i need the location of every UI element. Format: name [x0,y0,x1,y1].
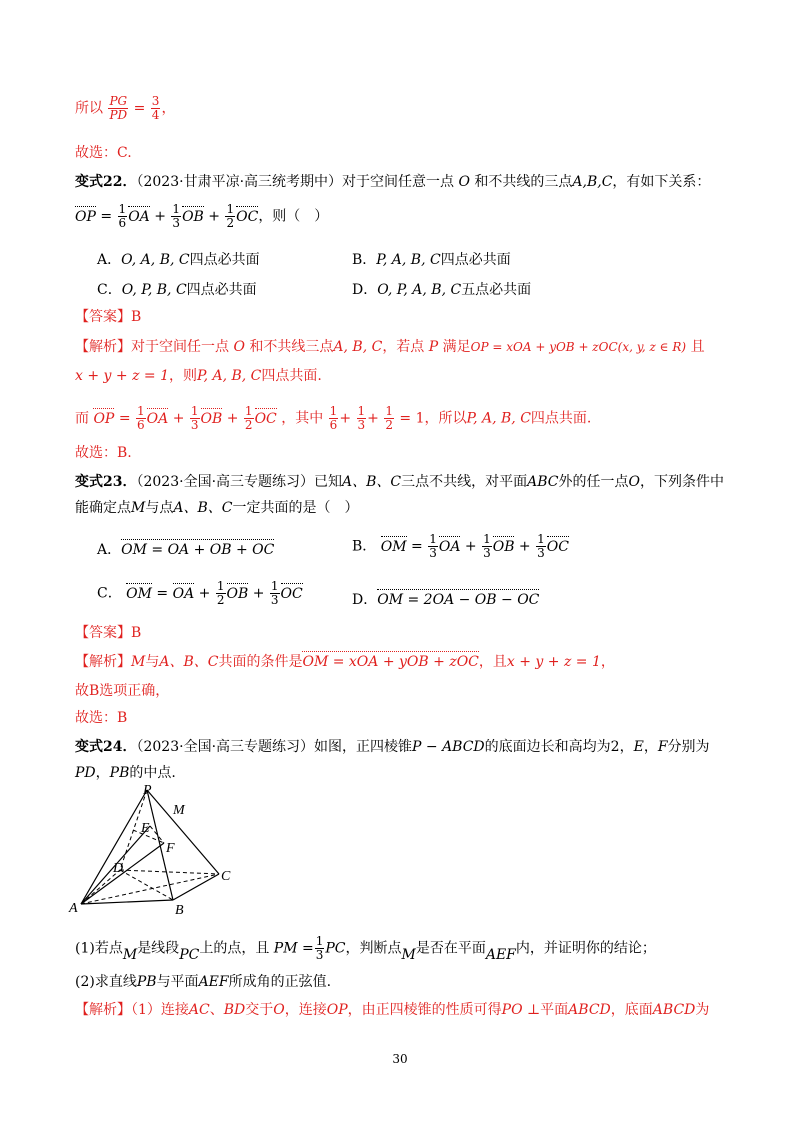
label-D: D [113,861,124,876]
page-number: 30 [392,1052,408,1066]
q23-final: 故选：B [75,710,128,726]
label-F: F [166,841,175,856]
q24-analysis: 【解析】（1）连接AC、BD交于O，连接OP，由正四棱锥的性质可得PO ⊥平面ABCD，底面ABCD为 [75,1002,710,1018]
q23-stem-1: 变式23．（2023·全国·高三专题练习）已知A、B、C三点不共线，对平面ABC外的任一点O，下列条件中 [75,474,724,490]
q23-answer: 【答案】B [75,625,142,641]
label-B: B [175,903,184,918]
prev-conclusion: 所以 $\frac{PG}{PD}$ = $\frac{3}{4}$ ， [75,94,176,122]
label-M: M [173,803,185,818]
prev-answer: 故选：C. [75,145,132,161]
q22-stem: 变式22．（2023·甘肃平凉·高三统考期中）对于空间任意一点 O 和不共线的三点A,B,C，有如下关系： [75,174,711,190]
q22-answer: 【答案】B [75,309,142,325]
q23-option-a: A．OM = OA + OB + OC [97,542,275,558]
label-A: A [69,901,78,916]
q22-option-d: D．O, P, A, B, C五点必共面 [352,282,532,298]
q22-option-c: C．O, P, B, C四点必共面 [97,282,257,298]
q22-analysis-1: 【解析】对于空间任一点 O 和不共线三点A, B, C，若点 P 满足OP = xOA + yOB + zOC(x, y, z ∈ R) 且 [75,339,705,355]
q23-option-c: C． OM = OA + $\frac{1}{2}$ OB + $\frac{1}{3}$ OC [97,579,303,607]
q22-analysis-3: 而 OP = $\frac{1}{6}$ OA + $\frac{1}{3}$ OB + $\frac{1}{2}$ OC ，其中 $\frac{1}{6}$ + $\frac{1}{3}$ + $\frac{1}{2}$ = 1，所以P, A, B, C四点共面. [75,404,592,432]
q22-option-b: B．P, A, B, C四点必共面 [352,252,511,268]
q23-analysis-1: 【解析】M与A、B、C共面的条件是OM = xOA + yOB + zOC，且x + y + z = 1， [75,654,615,670]
q22-analysis-2: x + y + z = 1，则P, A, B, C四点共面. [75,368,322,384]
q22-option-a: A．O, A, B, C四点必共面 [97,252,260,268]
q22-final: 故选：B. [75,445,132,461]
label-C: C [221,869,231,884]
q24-stem-1: 变式24．（2023·全国·高三专题练习）如图，正四棱锥P − ABCD的底面边长和高均为2，E，F分别为 [75,739,710,755]
q23-option-b: B． OM = $\frac{1}{3}$ OA + $\frac{1}{3}$ OB + $\frac{1}{3}$ OC [352,532,569,560]
q23-option-d: D．OM = 2OA − OB − OC [352,592,540,608]
label-E: E [141,821,150,836]
q22-formula: OP = $\frac{1}{6}$ OA + $\frac{1}{3}$ OB + $\frac{1}{2}$ OC，则（ ） [75,202,329,230]
q24-part-2: (2)求直线PB与平面AEF所成角的正弦值. [75,974,332,990]
label-P: P [143,783,152,798]
q24-part-1: (1)若点M是线段PC上的点，且 PM = $\frac{1}{3}$ PC，判断点M是否在平面AEF内，并证明你的结论； [75,934,656,963]
q24-stem-2: PD，PB的中点. [75,765,176,781]
pyramid-figure [65,780,245,920]
q23-analysis-2: 故B选项正确， [75,683,170,699]
q23-stem-2: 能确定点M与点A、B、C一定共面的是（ ） [75,500,359,516]
